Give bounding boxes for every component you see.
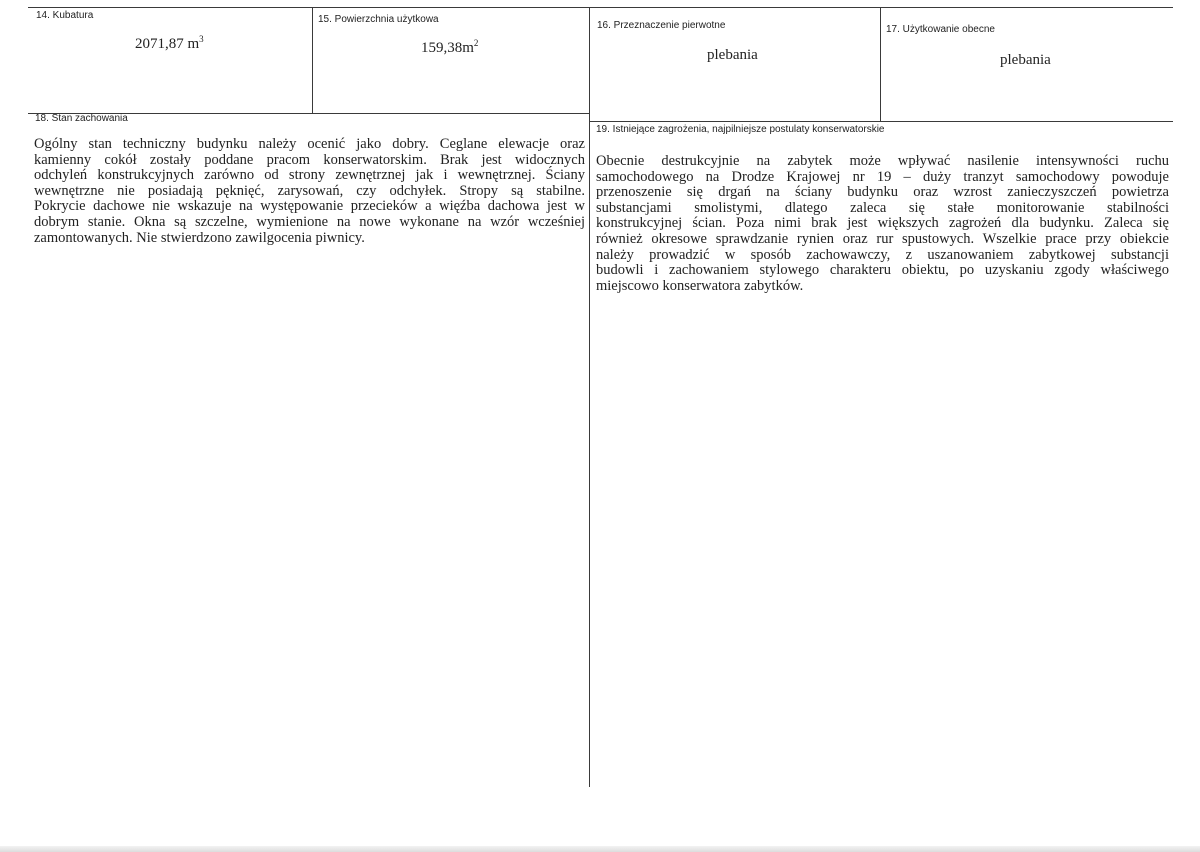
zagrozenia-line: substancjami smolistymi, dlatego zaleca się stałe monitorowanie stabilności (596, 199, 1169, 216)
top-border (28, 7, 1173, 8)
zagrozenia-line: należy prowadzić w sposób zachowawczy, z uszanowaniem zabytkowej substancji (596, 246, 1169, 263)
kubatura-value (135, 36, 204, 53)
row-divider-right (589, 121, 1173, 122)
stan-line: Pokrycie dachowe nie wskazuje na występowanie przecieków a więźba dachowa jest w (34, 198, 585, 215)
stan-line: odchyleń konstrukcyjnych zarówno od strony zewnętrznej jak i wewnętrznej. Ściany (34, 167, 585, 184)
powierzchnia-unit-sup: 2 (473, 38, 479, 48)
vertical-divider-c (880, 7, 881, 121)
przeznaczenie-value: plebania (707, 47, 758, 63)
zagrozenia-label: 19. Istniejące zagrożenia, najpilniejsze postulaty konserwatorskie (596, 124, 885, 135)
uzytkowanie-label: 17. Użytkowanie obecne (886, 24, 995, 35)
przeznaczenie-label: 16. Przeznaczenie pierwotne (597, 20, 726, 31)
zagrozenia-line: Obecnie destrukcyjnie na zabytek może wpływać nasilenie intensywności ruchu (596, 153, 1169, 169)
stan-line: zamontowanych. Nie stwierdzono zawilgocenia piwnicy. (34, 229, 365, 246)
stan-line: Ogólny stan techniczny budynku należy ocenić jako dobry. Ceglane elewacje oraz (34, 136, 585, 152)
kubatura-unit-sup: 3 (199, 34, 204, 44)
page-bottom-edge (0, 846, 1200, 852)
stan-label: 18. Stan zachowania (35, 113, 128, 124)
zagrozenia-text (596, 154, 1169, 294)
powierzchnia-label: 15. Powierzchnia użytkowa (318, 14, 439, 25)
stan-text (34, 137, 585, 246)
powierzchnia-number: 159,38m (421, 40, 474, 56)
stan-line: dobrym stanie. Okna są szczelne, wymienione na nowe wykonane na wzór wcześniej (34, 213, 585, 230)
uzytkowanie-value: plebania (1000, 52, 1051, 68)
zagrozenia-line: przenoszenie się drgań na ściany budynku oraz wzrost zanieczyszczeń powietrza (596, 184, 1169, 201)
zagrozenia-line: samochodowego na Drodze Krajowej nr 19 – duży tranzyt samochodowy powoduje (596, 168, 1169, 185)
zagrozenia-line: również okresowe sprawdzanie rynien oraz rur spustowych. Wszelkie prace przy obiekcie (596, 230, 1169, 247)
vertical-divider-center (589, 7, 590, 787)
kubatura-number: 2071,87 m (135, 36, 200, 52)
stan-line: kamienny cokół zostały poddane pracom konserwatorskim. Brak jest widocznych (34, 151, 585, 168)
stan-line: wewnętrzne nie posiadają pęknięć, zarysowań, czy odchyłek. Stropy są stabilne. (34, 182, 585, 199)
zagrozenia-line: budowli i zachowaniem stylowego charakteru obiektu, po uzyskaniu zgody właściwego (596, 262, 1169, 279)
vertical-divider-a (312, 7, 313, 114)
zagrozenia-line: miejscowo konserwatora zabytków. (596, 277, 804, 294)
kubatura-label: 14. Kubatura (36, 10, 94, 21)
powierzchnia-value (421, 40, 478, 57)
zagrozenia-line: konstrukcyjnej ścian. Poza nimi brak jest większych zagrożeń dla budynku. Zaleca się (596, 215, 1169, 232)
